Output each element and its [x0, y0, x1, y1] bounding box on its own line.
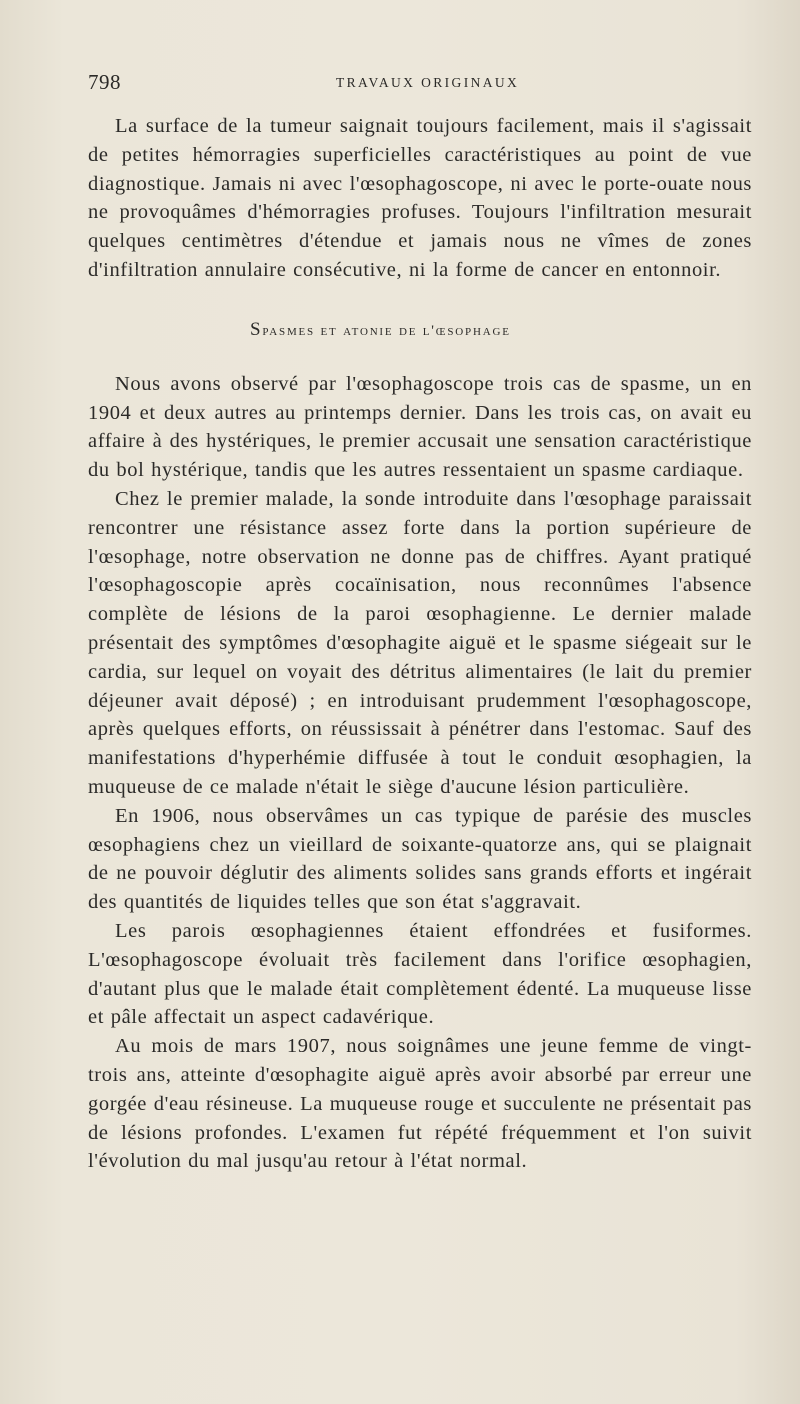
paragraph-tumeur: La surface de la tumeur saignait toujours facilement, mais il s'agissait de petites hémorragies superficielles caractéristiques au point de vue diagnostique. Jamais ni avec l'œsophagoscope, ni avec le porte-ouate nous ne provoquâmes d'hémorragies profuses. Toujours l'infiltration mesurait quelques centimètres d'étendue et jamais nous ne vîmes de zones d'infiltration annulaire consécutive, ni la forme de cancer en entonnoir. [88, 115, 752, 281]
paragraph-oesophagite: Au mois de mars 1907, nous soignâmes une jeune femme de vingt-trois ans, atteinte d'œsophagite aiguë après avoir absorbé par erreur une gorgée d'eau résineuse. La muqueuse rouge et succulente ne présentait pas de lésions profondes. L'examen fut répété fréquemment et l'on suivit l'évolution du mal jusqu'au retour à l'état normal. [88, 1035, 752, 1173]
paragraph-parois: Les parois œsophagiennes étaient effondrées et fusiformes. L'œsophagoscope évoluait très facilement dans l'orifice œsophagien, d'autant plus que le malade était complètement édenté. La muqueuse lisse et pâle affectait un aspect cadavérique. [88, 919, 752, 1029]
running-title: TRAVAUX ORIGINAUX [336, 75, 520, 90]
page-number: 798 [88, 70, 121, 94]
page-body [88, 112, 752, 1176]
section-heading [88, 318, 752, 343]
paragraph-spasme-intro: Nous avons observé par l'œsophagoscope trois cas de spasme, un en 1904 et deux autres au printemps dernier. Dans les trois cas, on avait eu affaire à des hystériques, le premier accusait une sensation caractéristique du bol hystérique, tandis que les autres ressentaient un spasme cardiaque. [88, 372, 752, 482]
page-header [88, 70, 752, 96]
paragraph-premier-malade: Chez le premier malade, la sonde introduite dans l'œsophage paraissait rencontrer une résistance assez forte dans la portion supérieure de l'œsophage, notre observation ne donne pas de chiffres. Ayant pratiqué l'œsophagoscopie après cocaïnisation, nous reconnûmes l'absence complète de lésions de la paroi œsophagienne. Le dernier malade présentait des symptômes d'œsophagite aiguë et le spasme siégeait sur le cardia, sur lequel on voyait des détritus alimentaires (le lait du premier déjeuner avait déposé) ; en introduisant prudemment l'œsophagoscope, après quelques efforts, on réussissait à pénétrer dans l'estomac. Sauf des manifestations d'hyperhémie diffusée à tout le conduit œsophagien, la muqueuse de ce malade n'était le siège d'aucune lésion particulière. [88, 487, 752, 798]
paragraph-paresie: En 1906, nous observâmes un cas typique de parésie des muscles œsophagiens chez un vieillard de soixante-quatorze ans, qui se plaignait de ne pouvoir déglutir des aliments solides sans grands efforts et ingérait des quantités de liquides telles que son état s'aggravait. [88, 804, 752, 914]
section-heading-text: pasmes et atonie de l'œsophage [262, 322, 511, 339]
section-heading-initial: S [250, 318, 263, 340]
